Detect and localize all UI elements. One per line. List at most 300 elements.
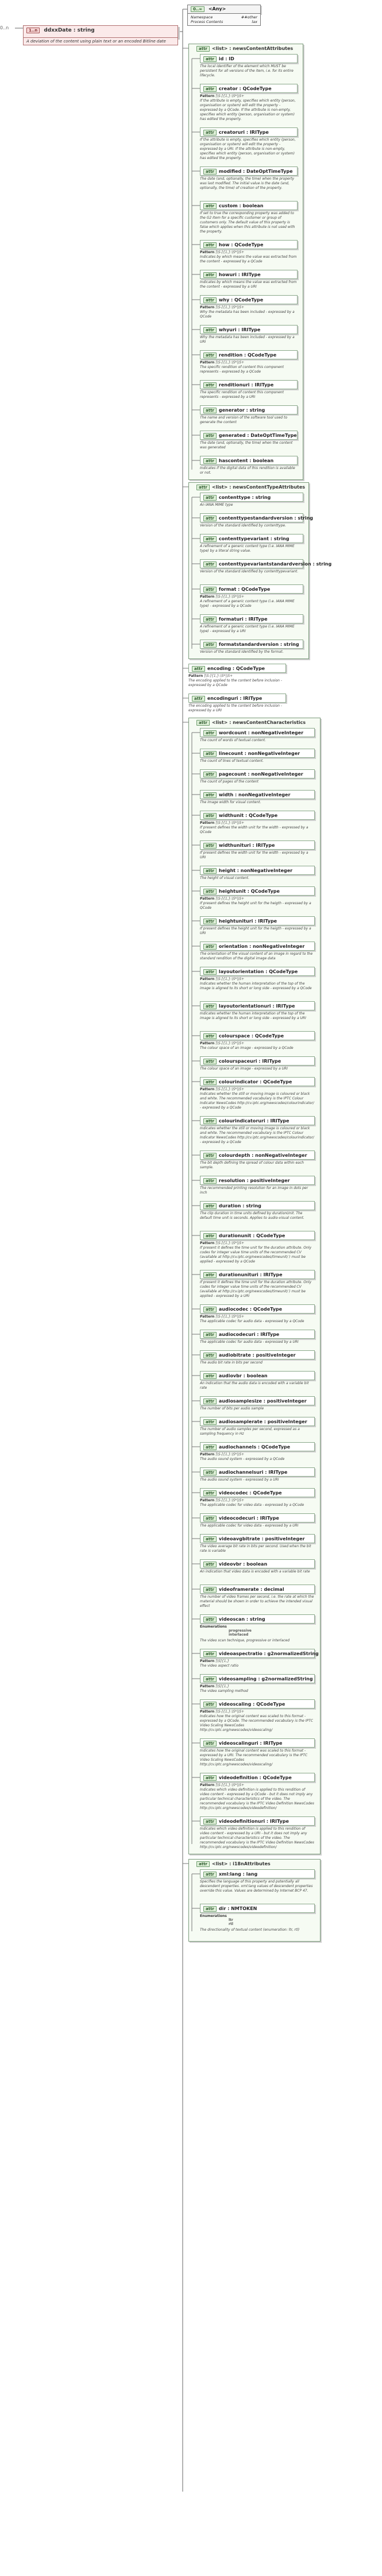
attribute-name: videocodec: [218, 1490, 248, 1496]
attribute-name: hascontent: [218, 458, 248, 463]
standalone-attribute-encodinguri[interactable]: [188, 694, 286, 703]
characteristics-attribute-audiosamplesize[interactable]: [200, 1396, 315, 1405]
attribute-name: videoscan: [218, 1617, 245, 1622]
attribute-description: The specific rendition of content this component represents - expressed by a QCode: [200, 365, 284, 374]
group-badge: attr: [196, 485, 210, 490]
attribute-badge: attr: [203, 561, 217, 567]
separator: :: [233, 792, 239, 797]
attribute-name: encodinguri: [207, 696, 238, 701]
attribute-description: Indicates which video definition is applied to this rendition of video content - expressed by a URI - but it does not imply any particular technical characteristics of the video. The recommended vocabulary is the IPTC Video Definition NewsCodes http://cv.iptc.org/newscodes/videodefinition/: [200, 1827, 314, 1849]
separator: :: [250, 1353, 256, 1358]
attribute-type: QCodeType: [256, 1702, 285, 1707]
attribute-badge: attr: [203, 86, 217, 92]
separator: :: [250, 1033, 255, 1039]
enumerations-label: Enumerations: [200, 1914, 227, 1918]
attribute-badge: attr: [203, 1490, 217, 1496]
any-meta-value: ##other: [241, 15, 257, 20]
attribute-name: videodefinition: [218, 1775, 258, 1780]
attribute-description: If the attribute is empty, specifies which entity (person, organisation or system) will edit the property - expressed by a URI. If the attribute is non-empty, specifies which entity (person, organisation or system) has edited the property.: [200, 138, 296, 160]
separator: :: [269, 536, 274, 541]
pattern-label: Pattern: [200, 94, 216, 98]
attribute-type: QCodeType: [241, 587, 271, 592]
attribute-description: The encoding applied to the content before inclusion - expressed by a QCode: [188, 679, 283, 687]
attribute-name: videoscaling: [218, 1702, 252, 1707]
group-badge: attr: [196, 1861, 210, 1867]
attribute-name: rendition: [218, 352, 243, 358]
characteristics-attribute-linecount[interactable]: [200, 749, 315, 758]
characteristics-attribute-videocodecuri[interactable]: [200, 1513, 315, 1523]
attribute-pattern: [200, 250, 298, 254]
attribute-description: The recommended printing resolution for an image in dots per inch: [200, 1186, 308, 1195]
characteristics-attribute-audiocodecuri[interactable]: [200, 1330, 315, 1339]
attribute-name: formaturi: [218, 617, 244, 622]
pattern-label: Pattern: [200, 1087, 216, 1091]
root-element-name: ddxxDate: [44, 28, 72, 33]
attribute-description: The applicable codec for video data - expressed by a URI: [200, 1524, 299, 1528]
characteristics-attribute-orientation[interactable]: [200, 942, 315, 951]
news-content-attribute-custom[interactable]: [200, 201, 298, 210]
attribute-pattern: [200, 1041, 315, 1045]
separator: :: [235, 868, 241, 873]
separator: :: [251, 1702, 257, 1707]
attribute-description: The count of pages of the content: [200, 780, 259, 784]
characteristics-attribute-videoscaling[interactable]: [200, 1699, 315, 1709]
attribute-description: The clip duration in time units defined by durationUnit. The default time unit is seconds. Applies to audio-visual content.: [200, 1211, 304, 1220]
attribute-badge: attr: [203, 843, 217, 849]
news-content-attribute-id[interactable]: [200, 54, 298, 63]
attribute-description: If present it defines the time unit for the duration attribute. Only codes for integer value time units of the recommended CV (available at http://cv.iptc.org/newscodes/timeunit/ ) must be applied - expressed by a URI: [200, 1280, 312, 1298]
attribute-badge: attr: [203, 944, 217, 950]
separator: :: [244, 408, 250, 413]
pattern-value: [\S-]{1,}:\S*|\S+: [215, 977, 245, 981]
attribute-badge: attr: [203, 130, 217, 135]
separator: :: [244, 813, 249, 818]
attribute-name: orientation: [218, 944, 248, 949]
characteristics-attribute-pagecount[interactable]: [200, 769, 315, 778]
attribute-type: QCodeType: [250, 889, 280, 894]
attribute-pattern: [200, 1659, 315, 1663]
attribute-name: generated: [218, 433, 246, 438]
characteristics-attribute-audiochannels[interactable]: [200, 1442, 315, 1451]
pattern-value: [\S]{1,}: [215, 1684, 230, 1688]
characteristics-attribute-audiobitrate[interactable]: [200, 1350, 315, 1359]
attribute-description: If set to true the corresponding property was added to the G2 Item for a specific customer or group of customers only. The default value of this property is false which applies when this attribute is not used with the property.: [200, 211, 295, 234]
pattern-label: Pattern: [200, 1041, 216, 1045]
attribute-type: IRIType: [262, 1059, 281, 1064]
attribute-type: IRIType: [256, 843, 275, 848]
attribute-type: g2normalizedString: [267, 1651, 319, 1656]
separator: :: [260, 1536, 265, 1541]
pattern-value: [\S-]{1,}:\S*|\S+: [215, 897, 245, 901]
characteristics-attribute-videodefinition[interactable]: [200, 1773, 315, 1782]
attribute-description: An indication that video data is encoded with a variable bit rate: [200, 1570, 310, 1574]
attribute-name: audiochannelsuri: [218, 1470, 264, 1475]
separator: :: [257, 1059, 263, 1064]
attribute-type: nonNegativeInteger: [238, 792, 291, 797]
separator: :: [245, 1178, 250, 1183]
attribute-type: QCodeType: [234, 242, 264, 247]
attribute-type: string: [283, 642, 299, 647]
attribute-name: layoutorientationuri: [218, 1004, 271, 1009]
attribute-type: IRIType: [260, 1332, 280, 1337]
characteristics-attribute-layoutorientationuri[interactable]: [200, 1001, 315, 1010]
attribute-type: nonNegativeInteger: [255, 1153, 307, 1158]
attribute-name: colourspaceuri: [218, 1059, 257, 1064]
attribute-name: colourindicatoruri: [218, 1118, 265, 1124]
attribute-badge: attr: [203, 919, 217, 924]
attribute-badge: attr: [192, 696, 205, 702]
attribute-badge: attr: [203, 1079, 217, 1085]
root-element-type: string: [77, 28, 95, 33]
pattern-label: Pattern: [200, 1659, 216, 1663]
characteristics-attribute-colourspaceuri[interactable]: [200, 1056, 315, 1066]
attribute-pattern: [200, 1684, 315, 1688]
attribute-description: The count of lines of textual content.: [200, 759, 264, 763]
pattern-value: [\S-]{1,}:\S*|\S+: [215, 1498, 245, 1502]
attribute-type: QCodeType: [242, 86, 272, 91]
attribute-description: The bit depth defining the spread of colour data within each sample.: [200, 1161, 304, 1169]
attribute-badge: attr: [203, 56, 217, 62]
attribute-type: boolean: [253, 458, 274, 463]
characteristics-attribute-colourdepth[interactable]: [200, 1151, 315, 1160]
attribute-badge: attr: [203, 297, 217, 303]
attribute-type: DateOptTimeType: [250, 433, 297, 438]
group-title-text: <list> : newsContentTypeAttributes: [211, 485, 306, 490]
separator: :: [265, 1118, 271, 1124]
attribute-description: Indicates how the original content was scaled to this format - expressed by a QCode. The recommended vocabulary is the IPTC Video Scaling NewsCodes http://cv.iptc.org/newscodes/videoscaling/: [200, 1714, 313, 1732]
attribute-description: A refinement of a generic content type (i.e. IANA MIME type) - expressed by a QCode: [200, 599, 295, 608]
attribute-type: boolean: [246, 1562, 268, 1567]
news-content-attribute-creatoruri[interactable]: [200, 127, 298, 137]
attribute-description: A refinement of a generic content type (i.e. IANA MIME type) - expressed by a URI: [200, 625, 295, 633]
attribute-type: nonNegativeInteger: [252, 944, 305, 949]
attribute-description: The video aspect ratio: [200, 1664, 239, 1668]
characteristics-attribute-widthunit[interactable]: [200, 811, 315, 820]
attribute-type: DateOptTimeType: [246, 169, 293, 174]
attribute-description: If present defines the width unit for the width - expressed by a URI: [200, 851, 308, 859]
attribute-badge: attr: [203, 1233, 217, 1239]
news-content-attribute-how[interactable]: [200, 240, 298, 249]
attribute-description: The specific rendition of content this component represents - expressed by a URI: [200, 390, 284, 399]
attribute-name: audiosamplerate: [218, 1419, 263, 1424]
attribute-description: The count of words of textual content.: [200, 738, 267, 742]
attribute-name: height: [218, 868, 236, 873]
news-content-attribute-generator[interactable]: [200, 405, 298, 415]
characteristics-attribute-duration[interactable]: [200, 1201, 315, 1210]
attribute-description: The applicable codec for video data - expressed by a QCode: [200, 1503, 304, 1507]
characteristics-attribute-audiovbr[interactable]: [200, 1371, 315, 1380]
attribute-badge: attr: [203, 969, 217, 975]
attribute-name: creator: [218, 86, 238, 91]
attribute-name: width: [218, 792, 234, 797]
attribute-description: Indicates whether the still or moving image is coloured or black and white. The recommended vocabulary is the IPTC Colour Indicator NewsCodes http://cv.iptc.org/newscodes/colourindicator/ - expressed by a QCode: [200, 1126, 314, 1144]
separator: :: [258, 1587, 264, 1592]
root-element-box[interactable]: [23, 25, 178, 38]
attribute-type: boolean: [242, 203, 264, 208]
pattern-label: Pattern: [200, 821, 216, 825]
attribute-description: Specifies the language of this property and potentially all descendent properties. xml:lang values of descendent properties override this value. Values are determined by Internet BCP 47.: [200, 1880, 313, 1893]
attribute-name: pagecount: [218, 772, 246, 777]
attribute-badge: attr: [203, 792, 217, 798]
news-content-attribute-rendition[interactable]: [200, 350, 298, 359]
attribute-description: Indicates by which means the value was extracted from the content - expressed by a URI: [200, 280, 297, 289]
characteristics-attribute-videocodec[interactable]: [200, 1488, 315, 1497]
pattern-label: Pattern: [200, 1498, 216, 1502]
pattern-label: Pattern: [200, 897, 216, 901]
occurrence-text: 0..n: [0, 25, 9, 30]
attribute-description: The audio sound system - expressed by a URI: [200, 1478, 279, 1482]
attribute-name: contenttypestandardversion: [218, 516, 293, 521]
attribute-badge: attr: [203, 1353, 217, 1358]
characteristics-attribute-resolution[interactable]: [200, 1176, 315, 1185]
separator: :: [256, 1444, 261, 1450]
standalone-attribute-encoding[interactable]: [188, 664, 286, 673]
attribute-badge: attr: [203, 1178, 217, 1184]
news-content-attribute-creator[interactable]: [200, 84, 298, 93]
characteristics-attribute-audiochannelsuri[interactable]: [200, 1467, 315, 1477]
content-type-attribute-contenttypevariantstandardversion[interactable]: [200, 559, 332, 568]
characteristics-attribute-audiosamplerate[interactable]: [200, 1417, 315, 1426]
characteristics-attribute-width[interactable]: [200, 790, 315, 799]
attribute-type: IRIType: [254, 382, 274, 388]
separator: :: [292, 516, 298, 521]
separator: :: [237, 86, 243, 91]
characteristics-attribute-videoframerate[interactable]: [200, 1585, 315, 1594]
characteristics-attribute-height[interactable]: [200, 866, 315, 875]
pattern-label: Pattern: [200, 1783, 216, 1787]
attribute-name: howuri: [218, 272, 237, 277]
attribute-badge: attr: [203, 1562, 217, 1567]
attribute-description: The directionality of textual content (enumeration: ltr, rtl): [200, 1928, 300, 1932]
attribute-name: durationunit: [218, 1233, 252, 1238]
attribute-badge: attr: [203, 730, 217, 736]
attribute-description: Version of the standard identified by the format.: [200, 650, 284, 654]
characteristics-attribute-audiocodec[interactable]: [200, 1304, 315, 1314]
characteristics-attribute-colourspace[interactable]: [200, 1031, 315, 1040]
attribute-type: IRIType: [263, 1272, 283, 1277]
attribute-name: colourspace: [218, 1033, 250, 1039]
content-type-attribute-contenttypevariant[interactable]: [200, 534, 303, 543]
attribute-name: colourdepth: [218, 1153, 250, 1158]
content-type-attribute-contenttypestandardversion[interactable]: [200, 513, 314, 522]
separator: :: [271, 1004, 276, 1009]
attribute-badge: attr: [203, 169, 217, 175]
attribute-name: widthunituri: [218, 843, 251, 848]
attribute-name: creatoruri: [218, 130, 245, 135]
separator: :: [237, 203, 243, 208]
attribute-description: Indicates whether the human interpretation of the top of the image is aligned to its short or long side - expressed by a QCode: [200, 982, 312, 990]
separator: :: [262, 1419, 268, 1424]
attribute-badge: attr: [203, 587, 217, 592]
attribute-pattern: [188, 674, 286, 678]
attribute-pattern: [200, 1315, 315, 1319]
any-element-box[interactable]: [187, 5, 261, 14]
separator: :: [245, 889, 251, 894]
characteristics-attribute-videoscan[interactable]: [200, 1614, 315, 1624]
separator: :: [262, 1651, 268, 1656]
separator: :: [264, 969, 269, 974]
attribute-badge: attr: [203, 458, 217, 464]
attribute-type: string: [298, 516, 314, 521]
pattern-value: [\S-]{1,}:\S*|\S+: [215, 1315, 245, 1319]
separator: :: [246, 772, 252, 777]
attribute-badge: attr: [203, 382, 217, 388]
attribute-type: string: [255, 495, 271, 500]
content-type-attribute-format[interactable]: [200, 584, 303, 594]
root-element-description: A deviation of the content using plain text or an encoded Bitline date: [23, 38, 178, 45]
attribute-description: The encoding applied to the content before inclusion - expressed by a URI: [188, 704, 283, 712]
pattern-label: Pattern: [200, 1241, 216, 1245]
attribute-badge: attr: [203, 272, 217, 278]
characteristics-attribute-wordcount[interactable]: [200, 728, 315, 737]
attribute-type: IRIType: [248, 617, 268, 622]
attribute-badge: attr: [203, 1332, 217, 1338]
attribute-type: QCodeType: [256, 1233, 285, 1238]
characteristics-attribute-durationunit[interactable]: [200, 1231, 315, 1240]
attribute-description: The height of visual content.: [200, 876, 250, 880]
attribute-badge: attr: [203, 1775, 217, 1781]
enumeration-value: ltr: [229, 1918, 233, 1922]
attribute-type: string: [316, 561, 332, 567]
group-title-text: <list> : newsContentAttributes: [211, 46, 294, 51]
separator: :: [226, 1906, 231, 1911]
attribute-badge: attr: [203, 1702, 217, 1707]
characteristics-attribute-videoavgbitrate[interactable]: [200, 1534, 315, 1543]
separator: :: [236, 587, 242, 592]
pattern-label: Pattern: [200, 1315, 216, 1319]
any-meta: [187, 14, 261, 26]
attribute-badge: attr: [203, 1819, 217, 1824]
attribute-pattern: [200, 1783, 315, 1787]
characteristics-attribute-durationunituri[interactable]: [200, 1270, 315, 1279]
i18n-attribute-dir[interactable]: [200, 1904, 315, 1913]
attribute-name: encoding: [207, 666, 231, 671]
occurrence-indicator: [0, 25, 9, 30]
attribute-badge: attr: [203, 772, 217, 777]
separator: :: [245, 130, 250, 135]
attribute-badge: attr: [203, 516, 217, 521]
attribute-description: Indicates if the digital data of this rendition is available or not.: [200, 466, 295, 475]
attribute-name: videoscalinguri: [218, 1741, 258, 1746]
attribute-description: Indicates how the original content was scaled to this format - expressed by a URI. The recommended vocabulary is the IPTC Video Scaling NewsCodes http://cv.iptc.org/newscodes/videoscaling/: [200, 1749, 308, 1767]
attribute-description: If present it defines the time unit for the duration attribute. Only codes for integer value time units of the recommended CV (available at http://cv.iptc.org/newscodes/timeunit/ ) must be applied - expressed by a QCode: [200, 1246, 312, 1264]
separator: :: [311, 561, 317, 567]
characteristics-attribute-colourindicatoruri[interactable]: [200, 1116, 315, 1125]
characteristics-attribute-heightunituri[interactable]: [200, 916, 315, 925]
attribute-pattern: [200, 1452, 315, 1456]
news-content-attribute-generated[interactable]: [200, 431, 298, 440]
separator: :: [241, 1562, 247, 1567]
attribute-badge: attr: [203, 1059, 217, 1064]
attribute-badge: attr: [203, 1033, 217, 1039]
news-content-attribute-why[interactable]: [200, 295, 298, 304]
characteristics-attribute-videoaspectratio[interactable]: [200, 1649, 319, 1658]
attribute-pattern: [200, 1241, 315, 1245]
element-badge: 1..n: [26, 28, 40, 33]
attribute-pattern: [200, 1087, 315, 1091]
pattern-value: [\S-]{1,}:\S*|\S+: [215, 1783, 245, 1787]
news-content-attribute-hascontent[interactable]: [200, 456, 298, 465]
news-content-attribute-howuri[interactable]: [200, 270, 298, 279]
attribute-description: Indicates by which means the value was extracted from the content - expressed by a QCode: [200, 255, 297, 264]
separator: :: [243, 617, 249, 622]
attribute-badge: attr: [203, 327, 217, 333]
attribute-description: The orientation of the visual content of an image in regard to the standard rendition of the digital image data: [200, 952, 313, 960]
attribute-name: widthunit: [218, 813, 244, 818]
attribute-type: IRIType: [269, 1819, 289, 1824]
content-type-attribute-formatstandardversion[interactable]: [200, 640, 303, 649]
i18n-attribute-xml-lang[interactable]: [200, 1869, 315, 1878]
attribute-description: The image width for visual content.: [200, 800, 261, 804]
separator: :: [250, 495, 256, 500]
separator: :: [242, 751, 248, 756]
attribute-type: IRIType: [249, 130, 269, 135]
attribute-type: QCodeType: [253, 1307, 283, 1312]
attribute-badge: attr: [203, 495, 217, 501]
attribute-name: audiobitrate: [218, 1353, 251, 1358]
attribute-badge: attr: [203, 751, 217, 757]
attribute-name: wordcount: [218, 730, 246, 735]
separator: :: [248, 1490, 253, 1496]
pattern-value: [\S-]{1,}:\S*|\S+: [215, 250, 245, 254]
attribute-name: formatstandardversion: [218, 642, 279, 647]
news-content-attribute-modified[interactable]: [200, 166, 298, 176]
attribute-type: nonNegativeInteger: [240, 868, 293, 873]
characteristics-attribute-layoutorientation[interactable]: [200, 967, 315, 976]
attribute-type: QCodeType: [261, 1444, 291, 1450]
attribute-type: IRIType: [243, 696, 263, 701]
attribute-description: Version of the standard identified by contenttypevariant.: [200, 570, 299, 574]
attribute-pattern: [200, 1710, 315, 1714]
attribute-description: The applicable codec for audio data - expressed by a URI: [200, 1340, 299, 1344]
characteristics-attribute-videodefinitionuri[interactable]: [200, 1816, 315, 1826]
characteristics-attribute-heightunit[interactable]: [200, 886, 315, 896]
content-type-attribute-contenttype[interactable]: [200, 493, 303, 502]
attribute-name: videoframerate: [218, 1587, 259, 1592]
attribute-description: The local identifier of the element which MUST be persistent for all versions of the item, i.e. for its entire lifecycle.: [200, 64, 294, 78]
any-badge: 0..∞: [191, 6, 204, 12]
attribute-type: IRIType: [270, 1118, 290, 1124]
news-content-attribute-whyuri[interactable]: [200, 325, 298, 334]
attribute-pattern: [200, 305, 298, 309]
separator: :: [253, 919, 258, 924]
attribute-description: Indicates which video definition is applied to this rendition of video content - expressed by a QCode - but it does not imply any particular technical characteristics of the video. The recommended vocabulary is the IPTC Video Definition NewsCodes http://cv.iptc.org/newscodes/videodefinition/: [200, 1788, 314, 1810]
attribute-badge: attr: [203, 1587, 217, 1593]
attribute-pattern: [200, 595, 303, 599]
separator: :: [258, 1741, 264, 1746]
news-content-attribute-renditionuri[interactable]: [200, 380, 298, 389]
attribute-badge: attr: [203, 536, 217, 542]
characteristics-attribute-videoscalinguri[interactable]: [200, 1738, 315, 1748]
attribute-type: IRIType: [258, 919, 277, 924]
attribute-name: xml:lang: [218, 1872, 241, 1877]
characteristics-attribute-colourindicator[interactable]: [200, 1077, 315, 1086]
separator: :: [249, 382, 255, 388]
separator: :: [248, 944, 253, 949]
attribute-name: videovbr: [218, 1562, 242, 1567]
characteristics-attribute-widthunituri[interactable]: [200, 840, 315, 850]
characteristics-attribute-videosampling[interactable]: [200, 1674, 315, 1683]
attribute-name: heightunit: [218, 889, 246, 894]
attribute-description: The colour space of an image - expressed by a QCode: [200, 1046, 294, 1050]
attribute-badge: attr: [203, 1741, 217, 1746]
any-meta-key: Process Contents: [191, 20, 223, 24]
characteristics-attribute-videovbr[interactable]: [200, 1559, 315, 1568]
separator: :: [261, 1399, 267, 1404]
attribute-description: A refinement of a generic content type (i.e. IANA MIME type) by a literal string value.: [200, 544, 295, 553]
pattern-label: Pattern: [200, 1684, 216, 1688]
content-type-attribute-formaturi[interactable]: [200, 614, 303, 623]
